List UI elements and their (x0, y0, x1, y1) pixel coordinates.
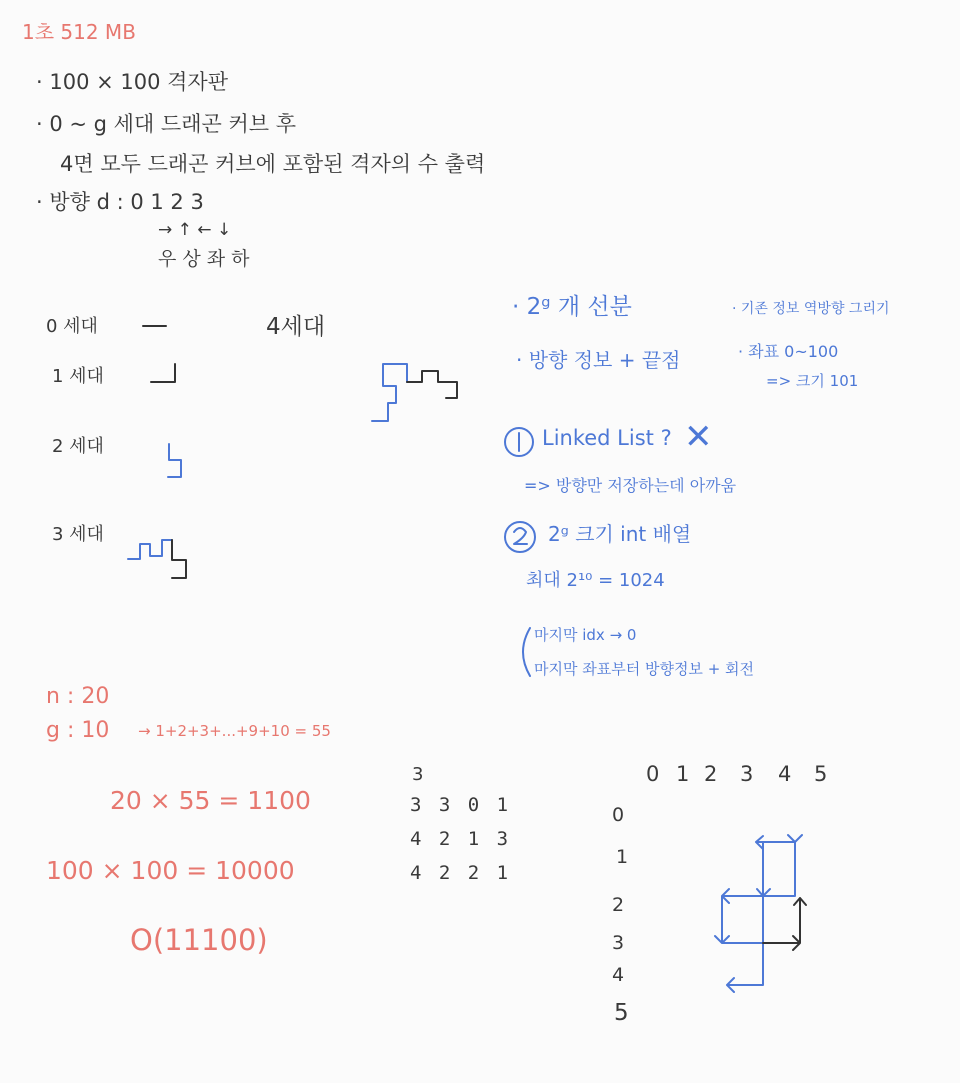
curve-generation-3-black (172, 540, 186, 578)
product-1: 20 × 55 = 1100 (110, 786, 311, 815)
grid-col-label: 3 (740, 762, 754, 786)
generation-4-label: 4세대 (266, 314, 326, 340)
option1-x-mark: ✕ (684, 417, 713, 457)
grid-col-label: 4 (778, 762, 792, 786)
g-value: g : 10 (46, 718, 110, 743)
algo-step-2: 마지막 좌표부터 방향정보 + 회전 (534, 660, 755, 678)
big-o: O(11100) (130, 923, 268, 957)
grid-row-label: 5 (614, 1000, 629, 1026)
problem-line-1: · 100 × 100 격자판 (36, 70, 228, 94)
problem-line-2: · 0 ~ g 세대 드래곤 커브 후 (36, 112, 296, 136)
option1-text: Linked List ? (542, 426, 672, 450)
direction-header: · 방향 d : 0 1 2 3 (36, 190, 204, 214)
bracket-icon (523, 628, 530, 676)
grid-curve-blue (715, 835, 802, 992)
max-size-note: 최대 2¹⁰ = 1024 (526, 570, 665, 591)
grid-row-label: 1 (616, 846, 629, 868)
curve-generation-4-blue (372, 364, 407, 421)
grid-row-label: 0 (612, 804, 625, 826)
segments-note: · 2ᵍ 개 선분 (512, 294, 632, 320)
grid-row-label: 2 (612, 894, 625, 916)
grid-row-label: 4 (612, 964, 625, 986)
grid-row-label: 3 (612, 932, 625, 954)
option2-text: 2ᵍ 크기 int 배열 (548, 522, 692, 546)
example-row: 4 2 1 3 (410, 828, 512, 850)
generation-0-label: 0 세대 (46, 316, 98, 337)
example-row: 3 3 0 1 (410, 794, 512, 816)
product-2: 100 × 100 = 10000 (46, 856, 295, 885)
generation-1-label: 1 세대 (52, 366, 104, 387)
sum-note: → 1+2+3+...+9+10 = 55 (138, 722, 331, 740)
problem-line-3: 4면 모두 드래곤 커브에 포함된 격자의 수 출력 (60, 152, 486, 176)
direction-arrows: → ↑ ← ↓ (158, 220, 232, 240)
grid-col-label: 1 (676, 762, 690, 786)
grid-curve-black (763, 898, 806, 950)
time-memory-limit: 1초 512 MB (22, 20, 136, 44)
n-value: n : 20 (46, 684, 110, 709)
generation-3-label: 3 세대 (52, 524, 104, 545)
curve-generation-1 (151, 364, 175, 382)
direction-names: 우 상 좌 하 (158, 248, 250, 270)
curve-generation-3-blue (128, 540, 172, 559)
grid-col-label: 5 (814, 762, 828, 786)
generation-2-label: 2 세대 (52, 436, 104, 457)
reverse-note: · 기존 정보 역방향 그리기 (732, 301, 890, 317)
curve-generation-4-black (407, 371, 457, 398)
option1-reason: => 방향만 저장하는데 아까움 (524, 476, 737, 495)
algo-step-1: 마지막 idx → 0 (534, 626, 637, 644)
circle-2-icon (505, 522, 535, 552)
size-note: => 크기 101 (766, 372, 859, 390)
info-note: · 방향 정보 + 끝점 (516, 348, 681, 372)
curve-generation-2 (168, 444, 181, 477)
example-row: 4 2 2 1 (410, 862, 512, 884)
coord-note: · 좌표 0~100 (738, 342, 839, 361)
grid-col-label: 2 (704, 762, 718, 786)
grid-col-label: 0 (646, 762, 660, 786)
example-count: 3 (412, 764, 424, 785)
